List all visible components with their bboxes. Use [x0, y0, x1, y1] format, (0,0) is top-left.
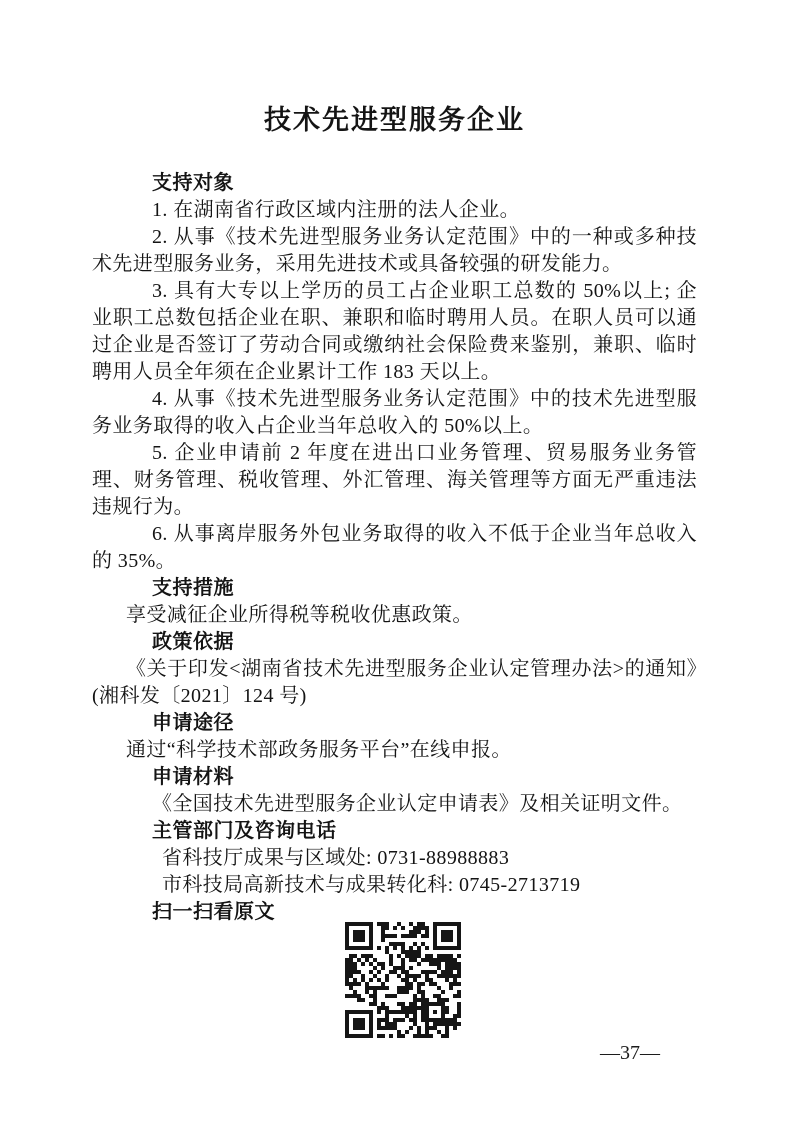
- paragraph-support-measures: 享受减征企业所得税等税收优惠政策。: [126, 604, 473, 626]
- section-heading-support-measures: 支持措施: [152, 577, 234, 599]
- section-policy-basis: [92, 629, 697, 710]
- section-scan-original: [92, 899, 697, 1038]
- page-title: 技术先进型服务企业: [264, 105, 525, 135]
- paragraph-item-3: 3. 具有大专以上学历的员工占企业职工总数的 50%以上; 企业职工总数包括企业在职、兼职和临时聘用人员。在职人员可以通过企业是否签订了劳动合同或缴纳社会保险费来鉴别，兼职、临时聘用人员全年须在企业累计工作 183 天以上。: [92, 280, 697, 383]
- section-application-materials: [92, 764, 697, 818]
- qr-code: [345, 922, 461, 1038]
- paragraph-application-materials: 《全国技术先进型服务企业认定申请表》及相关证明文件。: [152, 793, 683, 815]
- paragraph-item-1: 1. 在湖南省行政区域内注册的法人企业。: [152, 199, 520, 221]
- section-heading-application-materials: 申请材料: [152, 766, 234, 788]
- section-heading-scan-original: 扫一扫看原文: [152, 901, 275, 923]
- section-heading-application-channel: 申请途径: [152, 712, 234, 734]
- contact-line-municipal: 市科技局高新技术与成果转化科: 0745-2713719: [162, 874, 581, 896]
- paragraph-item-5: 5. 企业申请前 2 年度在进出口业务管理、贸易服务业务管理、财务管理、税收管理、外汇管理、海关管理等方面无严重违法违规行为。: [92, 442, 697, 518]
- section-contact: [92, 818, 697, 899]
- section-heading-policy-basis: 政策依据: [152, 631, 234, 653]
- contact-line-provincial: 省科技厅成果与区域处: 0731-88988883: [162, 847, 510, 869]
- section-application-channel: [92, 710, 697, 764]
- paragraph-item-4: 4. 从事《技术先进型服务业务认定范围》中的技术先进型服务业务取得的收入占企业当年总收入的 50%以上。: [92, 388, 697, 437]
- qr-code-container: [92, 922, 697, 1038]
- paragraph-policy-basis: 《关于印发<湖南省技术先进型服务企业认定管理办法>的通知》(湘科发〔2021〕124 号): [92, 658, 697, 707]
- section-heading-support-targets: 支持对象: [152, 172, 234, 194]
- section-support-targets: [92, 170, 697, 575]
- section-heading-contact: 主管部门及咨询电话: [152, 820, 337, 842]
- paragraph-item-6: 6. 从事离岸服务外包业务取得的收入不低于企业当年总收入的 35%。: [92, 523, 697, 572]
- paragraph-item-2: 2. 从事《技术先进型服务业务认定范围》中的一种或多种技术先进型服务业务，采用先进技术或具备较强的研发能力。: [92, 226, 697, 275]
- section-support-measures: [92, 575, 697, 629]
- paragraph-application-channel: 通过“科学技术部政务服务平台”在线申报。: [126, 739, 512, 761]
- page-number: —37—: [600, 1042, 660, 1064]
